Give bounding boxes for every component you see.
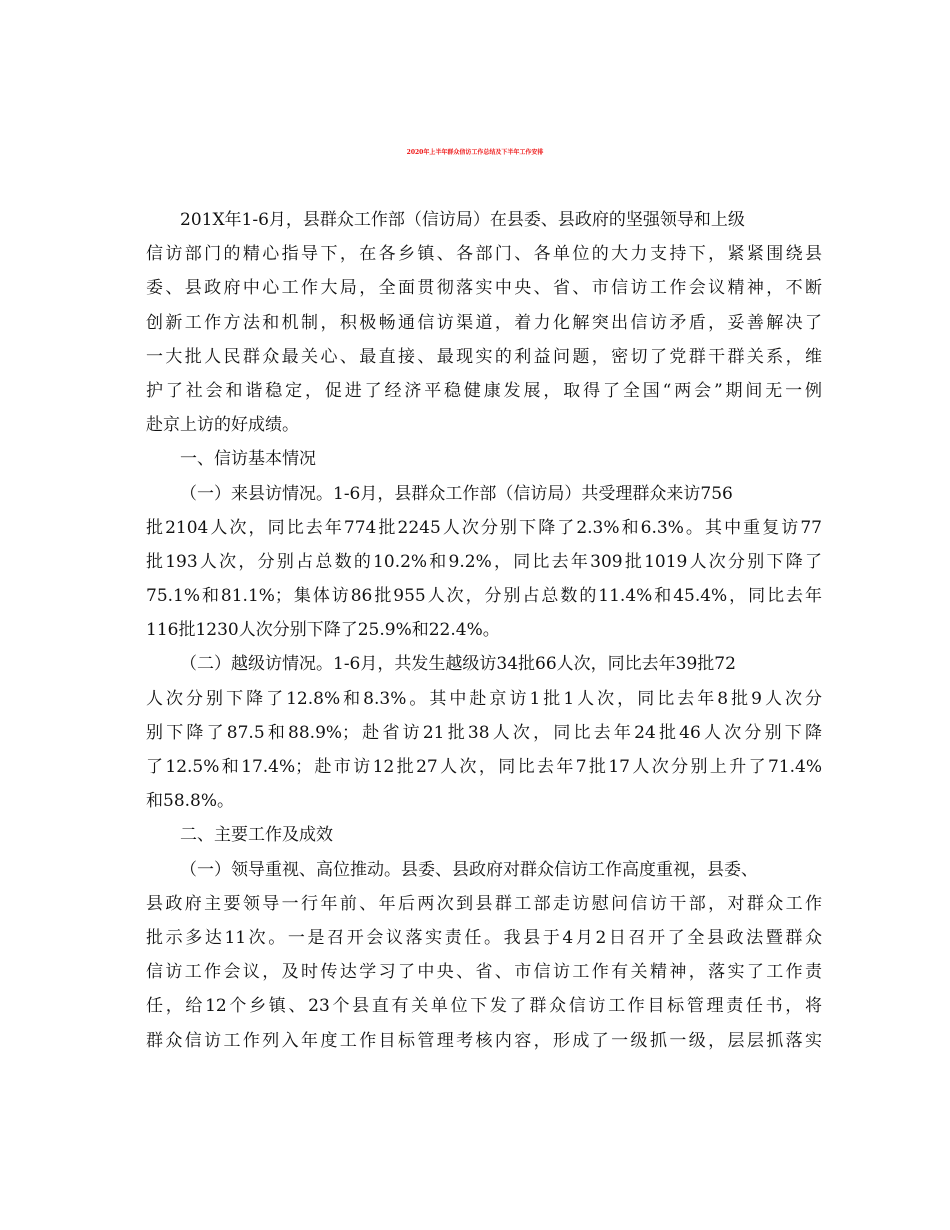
paragraph-line: 批193人次，分别占总数的10.2%和9.2%，同比去年309批1019人次分别下降了 (146, 551, 822, 572)
paragraph-line: （二）越级访情况。1-6月，共发生越级访34批66人次，同比去年39批72 (180, 654, 736, 675)
paragraph-line: 创新工作方法和机制，积极畅通信访渠道，着力化解突出信访矛盾，妥善解决了 (146, 312, 822, 333)
paragraph-line: （一）来县访情况。1-6月，县群众工作部（信访局）共受理群众来访756 (180, 483, 733, 504)
paragraph-line: 信访部门的精心指导下，在各乡镇、各部门、各单位的大力支持下，紧紧围绕县 (146, 244, 822, 265)
paragraph-line: 任，给12个乡镇、23个县直有关单位下发了群众信访工作目标管理责任书，将 (146, 996, 822, 1017)
paragraph-line: （一）领导重视、高位推动。县委、县政府对群众信访工作高度重视，县委、 (180, 859, 758, 880)
paragraph-line: 县政府主要领导一行年前、年后两次到县群工部走访慰问信访干部，对群众工作 (146, 893, 822, 914)
paragraph-line: 了12.5%和17.4%；赴市访12批27人次，同比去年7批17人次分别上升了71.4% (146, 757, 822, 777)
paragraph-line: 护了社会和谐稳定，促进了经济平稳健康发展，取得了全国“两会”期间无一例 (146, 380, 822, 401)
paragraph-line: 一大批人民群众最关心、最直接、最现实的利益问题，密切了党群干群关系，维 (146, 346, 822, 367)
paragraph-line: 信访工作会议，及时传达学习了中央、省、市信访工作有关精神，落实了工作责 (146, 962, 822, 983)
paragraph-line: 批示多达11次。一是召开会议落实责任。我县于4月2日召开了全县政法暨群众 (146, 927, 822, 948)
paragraph-line: 群众信访工作列入年度工作目标管理考核内容，形成了一级抓一级，层层抓落实 (146, 1030, 822, 1051)
paragraph-line: 116批1230人次分别下降了25.9%和22.4%。 (146, 620, 500, 641)
paragraph-line: 批2104人次，同比去年774批2245人次分别下降了2.3%和6.3%。其中重复访77 (146, 517, 822, 538)
section-heading: 一、信访基本情况 (180, 449, 316, 470)
paragraph-line: 别下降了87.5和88.9%；赴省访21批38人次，同比去年24批46人次分别下降 (146, 722, 822, 743)
paragraph-line: 赴京上访的好成绩。 (146, 415, 299, 436)
document-title: 2020年上半年群众信访工作总结及下半年工作安排 (406, 149, 544, 156)
section-heading: 二、主要工作及成效 (180, 825, 333, 846)
paragraph-line: 和58.8%。 (146, 791, 235, 812)
paragraph-line: 75.1%和81.1%；集体访86批955人次，分别占总数的11.4%和45.4%，同比去年 (146, 586, 822, 607)
document-body (146, 203, 822, 1058)
paragraph-line: 人次分别下降了12.8%和8.3%。其中赴京访1批1人次，同比去年8批9人次分 (146, 688, 822, 709)
paragraph-line: 委、县政府中心工作大局，全面贯彻落实中央、省、市信访工作会议精神，不断 (146, 278, 822, 299)
paragraph-line: 201X年1-6月，县群众工作部（信访局）在县委、县政府的坚强领导和上级 (180, 210, 745, 230)
